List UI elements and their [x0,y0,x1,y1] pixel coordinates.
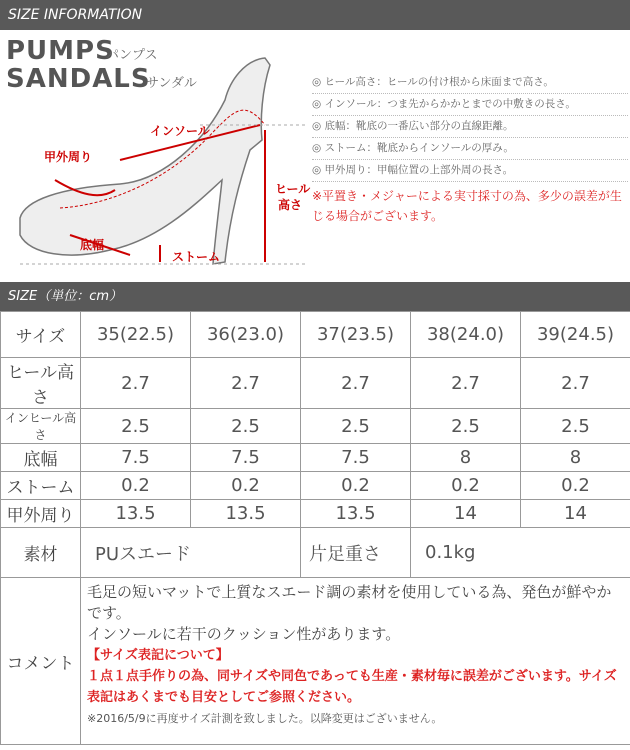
title-pumps: PUMPS [6,36,115,66]
table-cell: 8 [521,444,630,472]
table-cell: 0.2 [301,472,411,500]
size-table [0,311,630,745]
footnote: ※2016/5/9に再度サイズ計測を致しました。以降変更はございません。 [87,712,443,725]
table-cell: 0.2 [521,472,630,500]
table-cell: 2.5 [191,409,301,444]
table-row [1,472,630,500]
table-row [1,500,630,528]
table-cell: 2.7 [411,358,521,409]
notice-title: 【サイズ表記について】 [87,648,229,663]
title-sandals: SANDALS [6,64,151,94]
table-row [1,312,630,358]
table-cell: 2.5 [411,409,521,444]
measurement-warning: ※平置き・メジャーによる実寸採寸の為、多少の誤差が生じる場合がございます。 [312,189,622,223]
table-cell: 2.7 [301,358,411,409]
material-value: PUスエード [81,528,301,578]
label-instep: 甲外周り [44,150,93,164]
table-cell: 0.2 [411,472,521,500]
comment-line: インソールに若干のクッション性があります。 [87,625,401,643]
diagram-section [0,30,630,282]
table-cell: 8 [411,444,521,472]
table-cell: 14 [411,500,521,528]
size-cell: 38(24.0) [411,312,521,358]
table-row [1,444,630,472]
table-cell: 2.7 [521,358,630,409]
weight-value: 0.1kg [411,528,630,578]
table-row [1,409,630,444]
note-item: ◎ 底幅：靴底の一番広い部分の直線距離。 [312,116,628,138]
row-label: ヒール高さ [1,358,81,409]
title-sandals-jp: サンダル [146,76,197,91]
size-table-header: SIZE（単位：cm） [0,282,630,312]
row-label: 甲外周り [1,500,81,528]
comment-line: 毛足の短いマットで上質なスエード調の素材を使用している為、発色が鮮やかです。 [87,583,612,622]
table-cell: 7.5 [191,444,301,472]
label-insole: インソール [150,124,210,138]
table-cell: 7.5 [301,444,411,472]
table-cell: 13.5 [191,500,301,528]
label-heel-2: 高さ [278,198,303,212]
table-cell: 0.2 [81,472,191,500]
table-cell: 2.5 [301,409,411,444]
table-cell: 2.5 [521,409,630,444]
title-pumps-jp: パンプス [106,48,158,63]
material-row [1,528,630,578]
table-cell: 2.7 [81,358,191,409]
table-cell: 2.5 [81,409,191,444]
label-heel-1: ヒール [275,182,311,196]
table-cell: 14 [521,500,630,528]
comment-row [1,578,630,745]
row-label: 底幅 [1,444,81,472]
row-label: サイズ [1,312,81,358]
note-item: ◎ ストーム：靴底からインソールの厚み。 [312,138,628,160]
label-stome: ストーム [172,250,221,264]
note-item: ◎ インソール：つま先からかかとまでの中敷きの長さ。 [312,94,628,116]
table-row [1,358,630,409]
size-cell: 35(22.5) [81,312,191,358]
note-item: ◎ 甲外周り：甲幅位置の上部外周の長さ。 [312,160,628,182]
notice-text: １点１点手作りの為、同サイズや同色であっても生産・素材毎に誤差がございます。サイズ表記はあくまでも目安としてご参照ください。 [87,669,617,705]
note-item: ◎ ヒール高さ：ヒールの付け根から床面まで高さ。 [312,72,628,94]
comment-label: コメント [1,578,81,745]
table-cell: 13.5 [301,500,411,528]
table-cell: 2.7 [191,358,301,409]
size-cell: 39(24.5) [521,312,630,358]
size-cell: 37(23.5) [301,312,411,358]
material-label: 素材 [1,528,81,578]
label-sole: 底幅 [80,238,105,252]
size-cell: 36(23.0) [191,312,301,358]
notes-list [312,72,628,226]
comment-cell [81,578,630,745]
table-cell: 7.5 [81,444,191,472]
row-label: インヒール高さ [1,409,81,444]
weight-label: 片足重さ [301,528,411,578]
table-cell: 0.2 [191,472,301,500]
table-cell: 13.5 [81,500,191,528]
size-information-header: SIZE INFORMATION [0,0,630,30]
row-label: ストーム [1,472,81,500]
